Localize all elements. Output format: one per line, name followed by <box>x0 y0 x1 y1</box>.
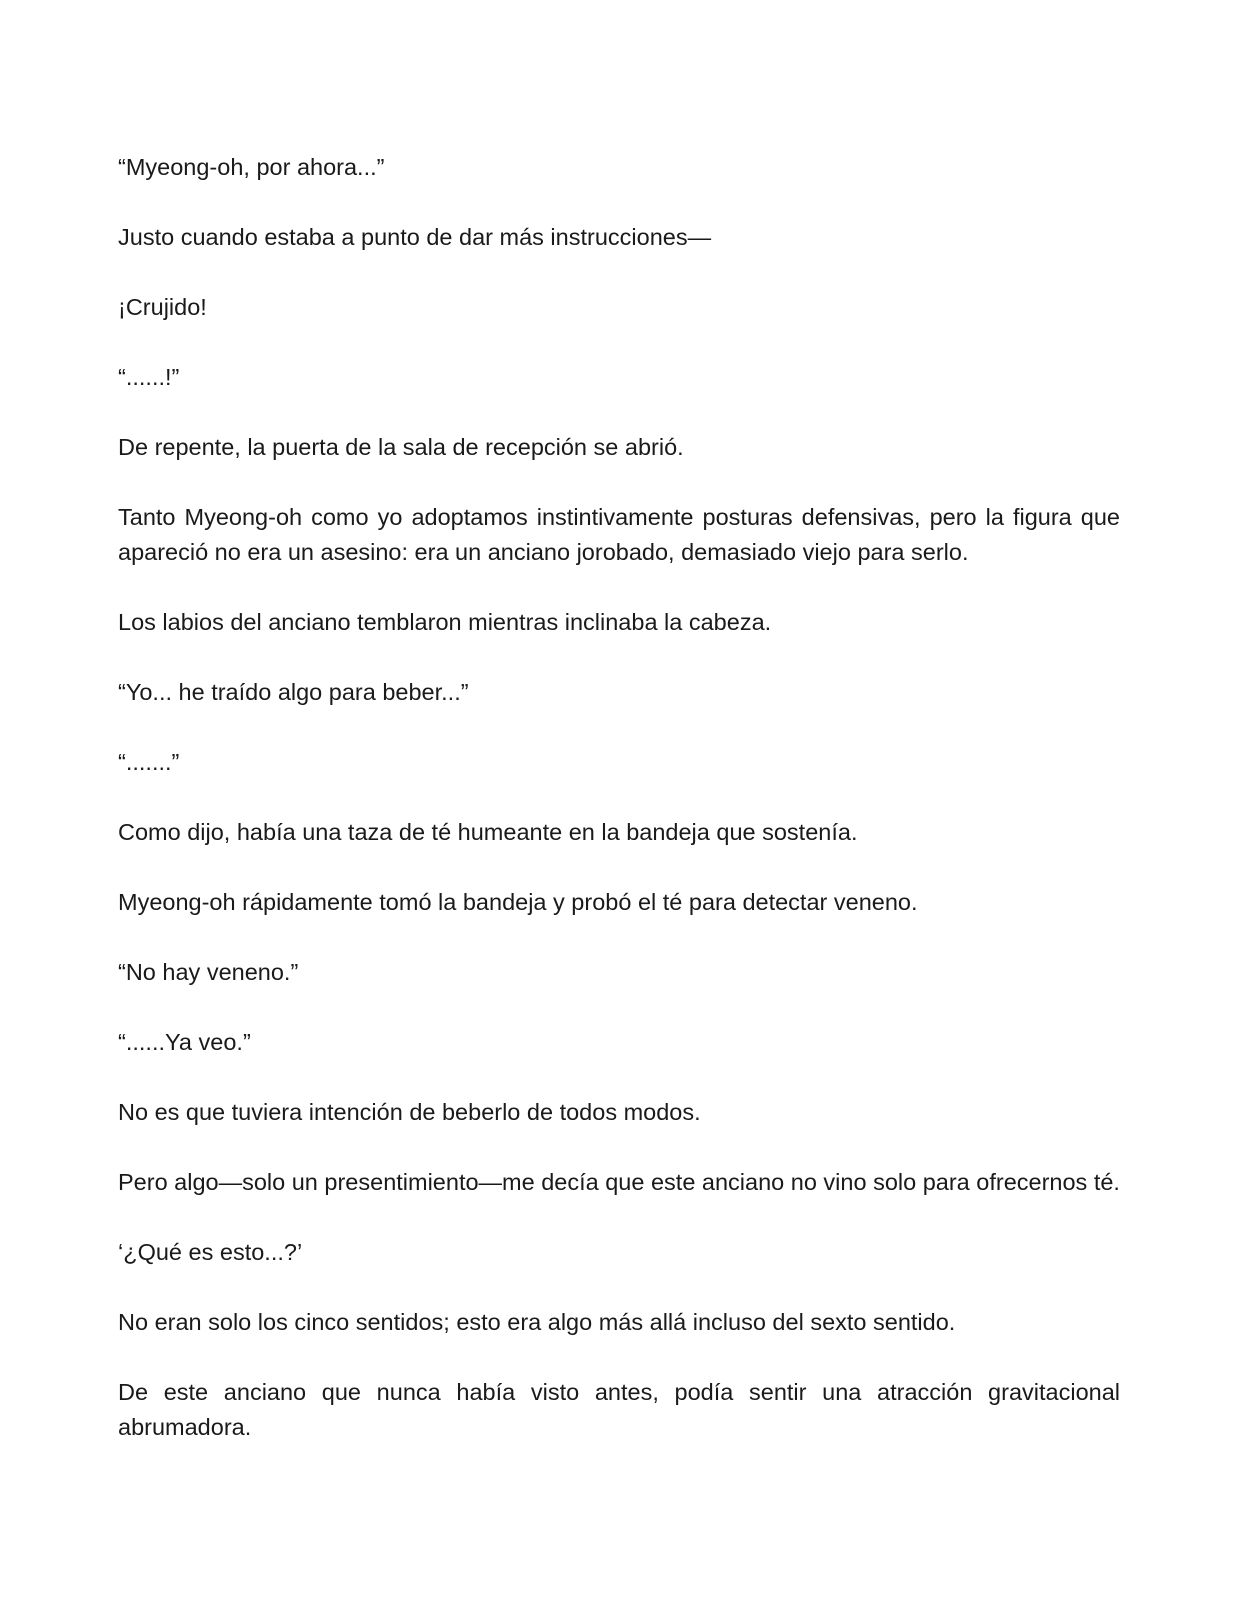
paragraph-narration: Tanto Myeong-oh como yo adoptamos instintivamente posturas defensivas, pero la figura que apareció no era un asesino: era un anciano jorobado, demasiado viejo para serlo. <box>118 504 1120 565</box>
paragraph-dialogue: “Yo... he traído algo para beber...” <box>118 679 469 705</box>
paragraph-narration: Justo cuando estaba a punto de dar más instrucciones— <box>118 224 712 250</box>
paragraph-narration: De este anciano que nunca había visto antes, podía sentir una atracción gravitacional abrumadora. <box>118 1379 1120 1440</box>
paragraph-narration: Como dijo, había una taza de té humeante en la bandeja que sostenía. <box>118 819 858 845</box>
paragraph-narration: No eran solo los cinco sentidos; esto era algo más allá incluso del sexto sentido. <box>118 1309 956 1335</box>
paragraph-dialogue: “......Ya veo.” <box>118 1029 251 1055</box>
paragraph-narration: Los labios del anciano temblaron mientras inclinaba la cabeza. <box>118 609 772 635</box>
paragraph-thought: ‘¿Qué es esto...?’ <box>118 1239 303 1265</box>
paragraph-dialogue: “No hay veneno.” <box>118 959 299 985</box>
paragraph-narration: De repente, la puerta de la sala de recepción se abrió. <box>118 434 684 460</box>
document-page <box>118 150 1120 1480</box>
paragraph-dialogue: “Myeong-oh, por ahora...” <box>118 154 385 180</box>
paragraph-sound-effect: ¡Crujido! <box>118 294 207 320</box>
paragraph-narration: No es que tuviera intención de beberlo de todos modos. <box>118 1099 701 1125</box>
paragraph-dialogue: “.......” <box>118 749 180 775</box>
paragraph-narration: Pero algo—solo un presentimiento—me decía que este anciano no vino solo para ofrecernos té. <box>118 1169 1120 1195</box>
paragraph-narration: Myeong-oh rápidamente tomó la bandeja y probó el té para detectar veneno. <box>118 889 918 915</box>
paragraph-dialogue: “......!” <box>118 364 180 390</box>
